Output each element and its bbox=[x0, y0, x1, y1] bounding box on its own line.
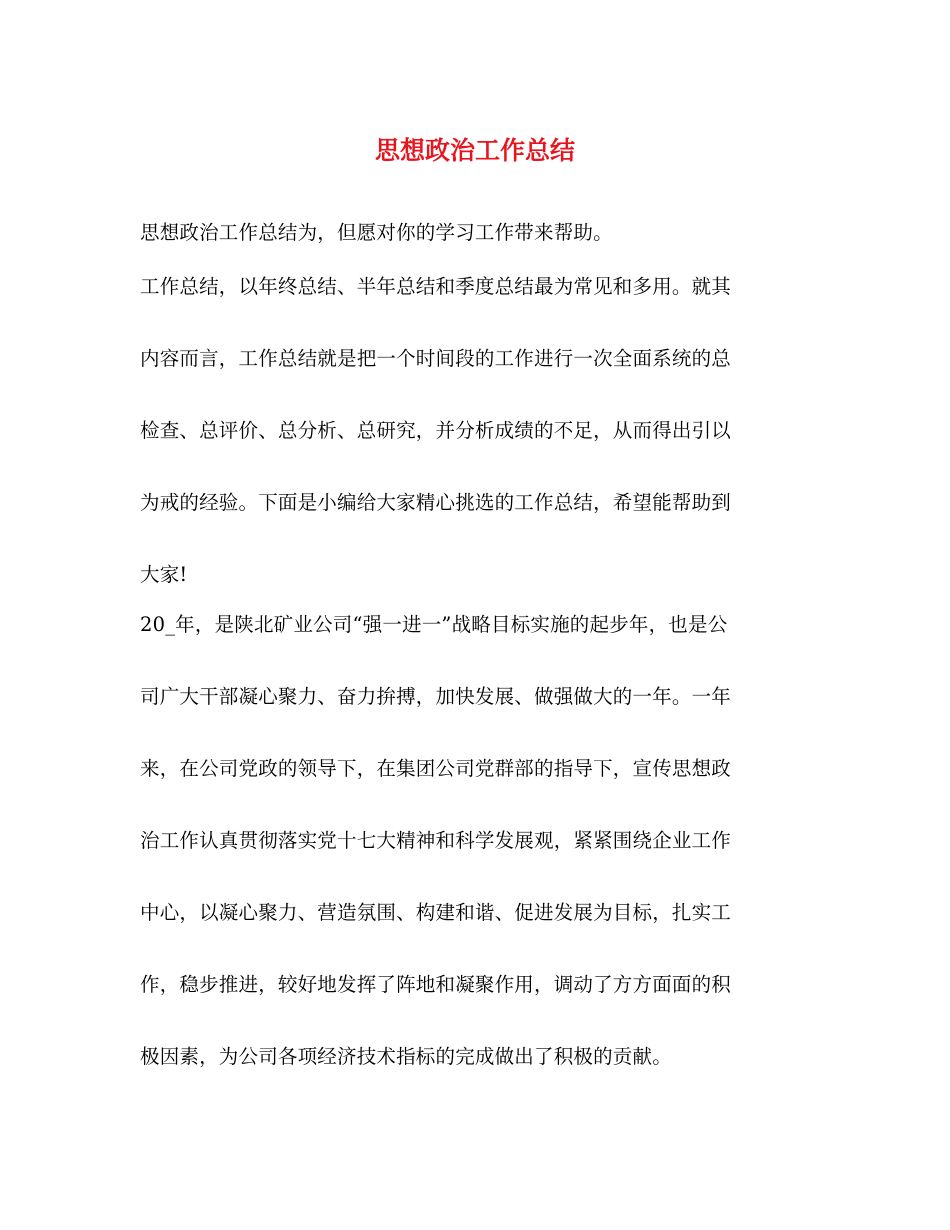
paragraph-1-line-5: 大家! bbox=[140, 563, 188, 586]
paragraph-2-line-3: 来，在公司党政的领导下，在集团公司党群部的指导下，宣传思想政 bbox=[140, 757, 732, 780]
document-title: 思想政治工作总结 bbox=[374, 136, 575, 165]
document-body bbox=[140, 215, 812, 1075]
paragraph-1-line-2: 内容而言，工作总结就是把一个时间段的工作进行一次全面系统的总 bbox=[140, 347, 732, 370]
paragraph-1-line-1: 工作总结，以年终总结、半年总结和季度总结最为常见和多用。就其 bbox=[140, 275, 732, 298]
paragraph-2-line-7: 极因素，为公司各项经济技术指标的完成做出了积极的贡献。 bbox=[140, 1045, 672, 1068]
paragraph-2 bbox=[140, 607, 812, 1075]
paragraph-2-line-4: 治工作认真贯彻落实党十七大精神和科学发展观，紧紧围绕企业工作 bbox=[140, 829, 732, 852]
paragraph-1 bbox=[140, 269, 812, 593]
paragraph-1-line-3: 检查、总评价、总分析、总研究，并分析成绩的不足，从而得出引以 bbox=[140, 419, 732, 442]
intro-line: 思想政治工作总结为，但愿对你的学习工作带来帮助。 bbox=[140, 221, 613, 244]
paragraph-2-line-6: 作，稳步推进，较好地发挥了阵地和凝聚作用，调动了方方面面的积 bbox=[140, 973, 732, 996]
paragraph-2-line-2: 司广大干部凝心聚力、奋力拚搏，加快发展、做强做大的一年。一年 bbox=[140, 685, 732, 708]
paragraph-1-line-4: 为戒的经验。下面是小编给大家精心挑选的工作总结，希望能帮助到 bbox=[140, 491, 732, 514]
paragraph-2-line-1: 20_年，是陕北矿业公司“强一进一”战略目标实施的起步年，也是公 bbox=[140, 613, 728, 636]
paragraph-2-line-5: 中心，以凝心聚力、营造氛围、构建和谐、促进发展为目标，扎实工 bbox=[140, 901, 732, 924]
